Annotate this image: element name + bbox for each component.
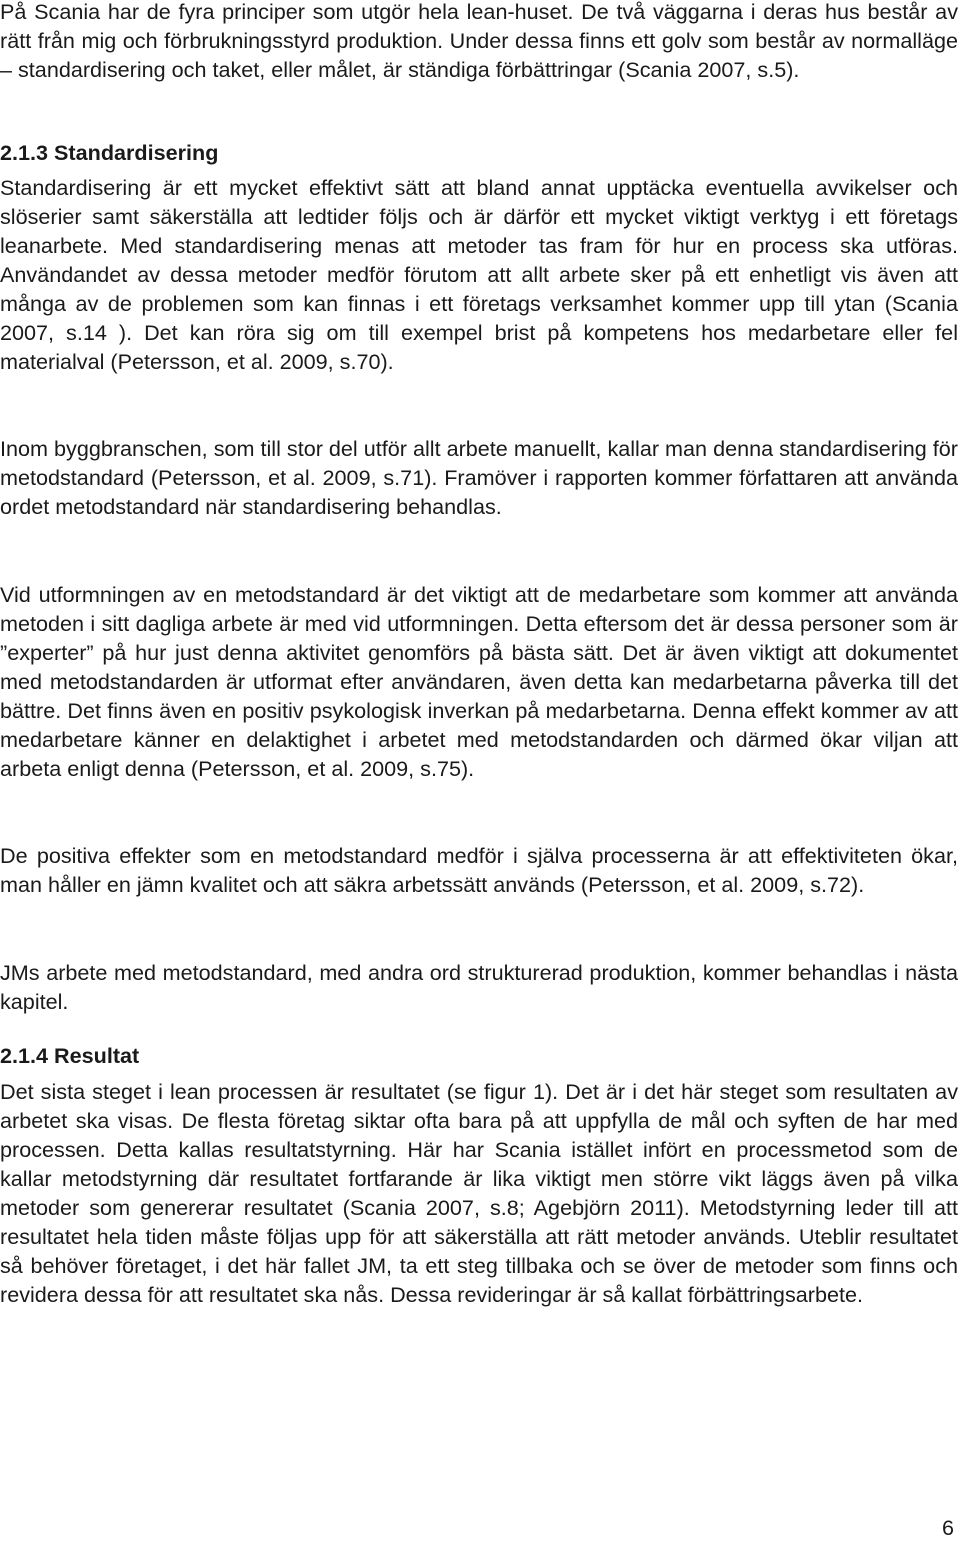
page-number: 6	[941, 1515, 954, 1540]
paragraph-resultat: Det sista steget i lean processen är resultatet (se figur 1). Det är i det här steget som resultaten av arbetet ska visas. De flesta företag siktar ofta bara på att uppfylla de mål och syften de har med processen. Detta kallas resultatstyrning. Här har Scania istället infört en processmetod som de kallar metodstyrning där resultatet fortfarande är lika viktigt men större vikt läggs även på vilka metoder som genererar resultatet (Scania 2007, s.8; Agebjörn 2011). Metodstyrning leder till att resultatet hela tiden måste följas upp för att säkerställa att rätt metoder används. Uteblir resultatet så behöver företaget, i det här fallet JM, ta ett steg tillbaka och se över de metoder som finns och revidera dessa för att resultatet ska nås. Dessa revideringar är så kallat förbättringsarbete.	[0, 1079, 958, 1307]
paragraph-metodstandard-term: Inom byggbranschen, som till stor del utför allt arbete manuellt, kallar man denna standardisering för metodstandard (Petersson, et al. 2009, s.71). Framöver i rapporten kommer författaren att använda ordet metodstandard när standardisering behandlas.	[0, 436, 958, 519]
paragraph-positive-effects: De positiva effekter som en metodstandard medför i själva processerna är att effektiviteten ökar, man håller en jämn kvalitet och att säkra arbetssätt används (Petersson, et al. 2009, s.72).	[0, 843, 958, 897]
section-heading-resultat: 2.1.4 Resultat	[0, 1043, 140, 1068]
paragraph-standardisering-definition: Standardisering är ett mycket effektivt sätt att bland annat upptäcka eventuella avvikelser och slöserier samt säkerställa att ledtider följs och är därför ett mycket viktigt verktyg i ett företags leanarbete. Med standardisering menas att metoder tas fram för hur en process ska utföras. Användandet av dessa metoder medför förutom att allt arbete sker på ett enhetligt vis även att många av de problemen som kan finnas i ett företags verksamhet kommer upp till ytan (Scania 2007, s.14 ). Det kan röra sig om till exempel brist på kompetens hos medarbetare eller fel materialval (Petersson, et al. 2009, s.70).	[0, 175, 958, 374]
paragraph-metodstandard-design: Vid utformningen av en metodstandard är det viktigt att de medarbetare som kommer att använda metoden i sitt dagliga arbete är med vid utformningen. Detta eftersom det är dessa personer som är ”experter” på hur just denna aktivitet genomförs på bästa sätt. Det är även viktigt att dokumentet med metodstandarden är utformat efter användaren, även detta kan medarbetarna påverka till det bättre. Det finns även en positiv psykologisk inverkan på medarbetarna. Denna effekt kommer av att medarbetare känner en delaktighet i arbetet med metodstandarden och därmed ökar viljan att arbeta enligt denna (Petersson, et al. 2009, s.75).	[0, 582, 958, 781]
section-heading-standardisering: 2.1.3 Standardisering	[0, 140, 219, 165]
paragraph-next-chapter: JMs arbete med metodstandard, med andra ord strukturerad produktion, kommer behandlas i nästa kapitel.	[0, 960, 958, 1014]
paragraph-lean-house: På Scania har de fyra principer som utgör hela lean-huset. De två väggarna i deras hus består av rätt från mig och förbrukningsstyrd produktion. Under dessa finns ett golv som består av normalläge – standardisering och taket, eller målet, är ständiga förbättringar (Scania 2007, s.5).	[0, 0, 958, 82]
